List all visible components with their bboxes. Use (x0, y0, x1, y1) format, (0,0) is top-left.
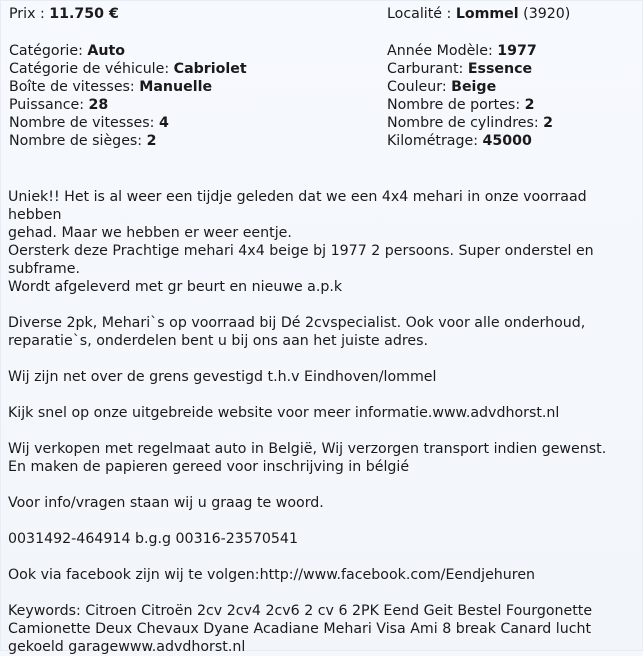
description-line: Uniek!! Het is al weer een tijdje geleden dat we een 4x4 mehari in onze voorraad hebben (8, 189, 587, 223)
description-line: Wij zijn net over de grens gevestigd t.h.v Eindhoven/lommel (8, 369, 437, 385)
spec-row-vehicle-category (9, 60, 379, 78)
spec-label: Nombre de cylindres: (387, 115, 544, 131)
phone-numbers (8, 530, 638, 548)
description-paragraph (8, 566, 638, 584)
description-line: Ook via facebook zijn wij te volgen:http://www.facebook.com/Eendjehuren (8, 567, 536, 583)
spec-row-model-year (387, 42, 642, 60)
description-line: Voor info/vragen staan wij u graag te woord. (8, 495, 324, 511)
description-paragraph (8, 368, 638, 386)
location-row (387, 5, 642, 23)
description-line: Wordt afgeleverd met gr beurt en nieuwe a.p.k (8, 279, 343, 295)
spec-row-mileage (387, 132, 642, 150)
spec-value: 28 (88, 97, 109, 113)
spec-label: Couleur: (387, 79, 452, 95)
spec-row-power (9, 96, 379, 114)
spec-value: 2 (543, 115, 554, 131)
location-zip: (3920) (518, 6, 571, 22)
spec-label: Catégorie de véhicule: (9, 61, 174, 77)
spec-value: 1977 (497, 43, 537, 59)
spec-value: Manuelle (139, 79, 213, 95)
spec-row-gears (9, 114, 379, 132)
description-paragraph (8, 404, 638, 422)
spec-label: Nombre de sièges: (9, 133, 147, 149)
spec-value: 4 (158, 115, 169, 131)
location-city: Lommel (455, 6, 519, 22)
description-line: gehad. Maar we hebben er weer eentje. (8, 225, 292, 241)
description-paragraph (8, 188, 638, 296)
spec-label: Nombre de vitesses: (9, 115, 159, 131)
spec-label: Kilométrage: (387, 133, 483, 149)
specs-right-column (387, 5, 642, 150)
spec-label: Nombre de portes: (387, 97, 525, 113)
description-line: gekoeld garagewww.advdhorst.nl (8, 639, 246, 655)
spec-value: 2 (524, 97, 535, 113)
spec-label: Catégorie: (9, 43, 88, 59)
description-line: Diverse 2pk, Mehari`s op voorraad bij Dé 2cvspecialist. Ook voor alle onderhoud, (8, 315, 586, 331)
description-line: Keywords: Citroen Citroën 2cv 2cv4 2cv6 2 cv 6 2PK Eend Geit Bestel Fourgonette (8, 603, 593, 619)
spec-value: Beige (451, 79, 497, 95)
specs-left-column (9, 5, 379, 150)
spec-row-fuel (387, 60, 642, 78)
description-line: En maken de papieren gereed voor inschrijving in bélgié (8, 459, 410, 475)
description-line: Camionette Deux Chevaux Dyane Acadiane Mehari Visa Ami 8 break Canard lucht (8, 621, 592, 637)
spec-value: 45000 (482, 133, 532, 149)
spec-row-cylinders (387, 114, 642, 132)
spec-label: Année Modèle: (387, 43, 498, 59)
spec-row-doors (387, 96, 642, 114)
spec-label: Carburant: (387, 61, 468, 77)
spec-row-category (9, 42, 379, 60)
description-line: Oersterk deze Prachtige mehari 4x4 beige bj 1977 2 persoons. Super onderstel en (8, 243, 594, 259)
description-line: Wij verkopen met regelmaat auto in België, Wij verzorgen transport indien gewenst. (8, 441, 607, 457)
description-line: 0031492-464914 b.g.g 00316-23570541 (8, 531, 298, 547)
spec-label: Puissance: (9, 97, 89, 113)
spec-value: Essence (467, 61, 533, 77)
location-label: Localité : (387, 6, 456, 22)
spec-value: 2 (146, 133, 157, 149)
spec-value: Cabriolet (173, 61, 247, 77)
description-paragraph (8, 494, 638, 512)
price-label: Prix : (9, 6, 50, 22)
description-paragraph (8, 440, 638, 476)
spec-label: Boîte de vitesses: (9, 79, 140, 95)
description-line: reparatie`s, onderdelen bent u bij ons aan het juiste adres. (8, 333, 428, 349)
spec-value: Auto (87, 43, 125, 59)
description (8, 188, 638, 656)
description-line: subframe. (8, 261, 80, 277)
spec-row-gearbox (9, 78, 379, 96)
price-row (9, 5, 379, 23)
spec-row-seats (9, 132, 379, 150)
description-line: Kijk snel op onze uitgebreide website voor meer informatie.www.advdhorst.nl (8, 405, 560, 421)
keywords-paragraph (8, 602, 638, 656)
price-value: 11.750 € (49, 6, 119, 22)
description-paragraph (8, 314, 638, 350)
spec-row-color (387, 78, 642, 96)
specs-block (9, 5, 634, 155)
